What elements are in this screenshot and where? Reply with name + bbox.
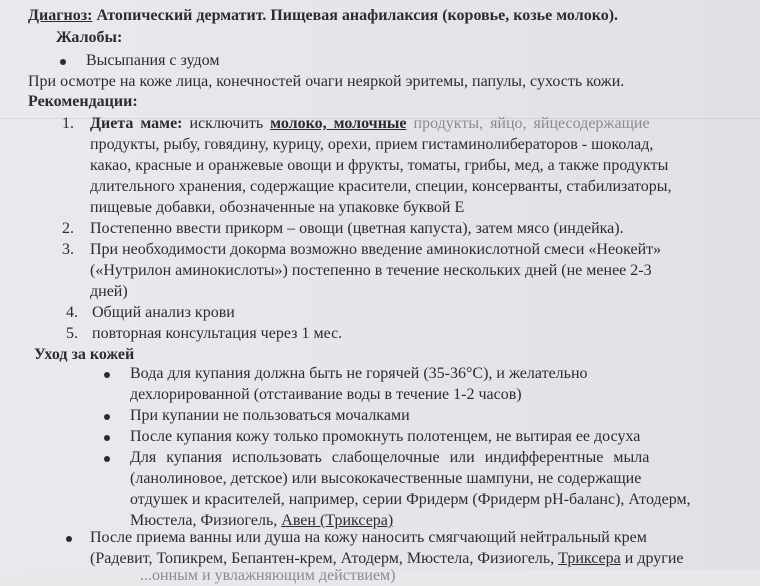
rec-number-3: 3. bbox=[62, 241, 74, 258]
rec-item-3-line-1: При необходимости докорма возможно введение аминокислотной смеси «Неокейт» bbox=[90, 241, 662, 258]
complaint-item: Высыпания с зудом bbox=[86, 52, 220, 69]
diet-text-start: исключить bbox=[189, 115, 264, 132]
rec-number-2: 2. bbox=[62, 220, 74, 237]
skin-care-bullet-5 bbox=[66, 536, 72, 542]
skin-care-item-5-text: (Радевит, Топикрем, Бепантен-крем, Атодерм, Мюстела, Физиогель, bbox=[90, 550, 555, 567]
complaints-heading: Жалобы: bbox=[56, 29, 123, 46]
rec-item-1-line-3: какао, красные и оранжевые овощи и фрукты, томаты, грибы, мед, а также продукты bbox=[90, 157, 669, 174]
diet-emphasis: молоко, молочные bbox=[270, 115, 407, 132]
diet-lead: Диета маме: bbox=[90, 115, 183, 132]
skin-care-item-3-line-1: После купания кожу только промокнуть полотенцем, не вытирая ее досуха bbox=[130, 428, 641, 445]
skin-care-item-1-line-1: Вода для купания должна быть не горячей (35-36°С), и желательно bbox=[130, 365, 588, 382]
skin-care-item-4-line-2: (ланолиновое, детское) или высококачественные шампуни, не содержащие bbox=[130, 470, 642, 487]
skin-care-bullet-4 bbox=[104, 456, 110, 462]
rec-item-4-line-1: Общий анализ крови bbox=[92, 304, 235, 321]
skin-care-item-5-line-3: ...онным и увлажняющим действием) bbox=[140, 567, 396, 584]
rec-item-1-line-2: продукты, рыбу, говядину, курицу, орехи, прием гистаминолибераторов - шоколад, bbox=[90, 136, 654, 153]
trixera-link: Триксера bbox=[558, 550, 621, 567]
skin-care-item-4-text: Мюстела, Физиогель, bbox=[130, 512, 278, 529]
skin-care-heading: Уход за кожей bbox=[34, 346, 135, 363]
diagnosis-text: Атопический дерматит. Пищевая анафилаксия (коровье, козье молоко). bbox=[96, 7, 619, 24]
skin-care-item-4-line-1: Для купания использовать слабощелочные или индифферентные мыла bbox=[130, 449, 650, 466]
rec-item-1-line-1 bbox=[90, 114, 650, 134]
skin-care-bullet-1 bbox=[104, 372, 110, 378]
rec-number-1: 1. bbox=[62, 115, 74, 132]
skin-care-bullet-3 bbox=[104, 435, 110, 441]
rec-item-3-line-3: дней) bbox=[90, 283, 128, 300]
rec-item-5-line-1: повторная консультация через 1 мес. bbox=[92, 325, 343, 342]
aven-trixera-link: Авен (Триксера) bbox=[281, 512, 394, 529]
skin-care-item-5-line-1: После приема ванны или душа на кожу наносить смягчающий нейтральный крем bbox=[90, 529, 647, 546]
skin-care-item-5-tail: и другие bbox=[624, 550, 684, 567]
skin-care-item-4-line-3: отдушек и красителей, например, серии Фридерм (Фридерм pH-баланс), Атодерм, bbox=[130, 491, 691, 508]
skin-care-item-2-line-1: При купании не пользоваться мочалками bbox=[130, 407, 410, 424]
rec-item-3-line-2: («Нутрилон аминокислоты») постепенно в течение нескольких дней (не менее 2-3 bbox=[90, 262, 652, 279]
rec-item-2-line-1: Постепенно ввести прикорм – овощи (цветная капуста), затем мясо (индейка). bbox=[90, 220, 624, 237]
exam-text: При осмотре на коже лица, конечностей очаги неяркой эритемы, папулы, сухость кожи. bbox=[28, 73, 625, 90]
recommendations-heading: Рекомендации: bbox=[28, 93, 138, 110]
rec-number-4: 4. bbox=[66, 304, 78, 321]
skin-care-item-1-line-2: дехлорированной (отстаивание воды в течение 1-2 часов) bbox=[130, 386, 522, 403]
rec-item-1-line-5: пищевые добавки, обозначенные на упаковке буквой Е bbox=[90, 199, 465, 216]
skin-care-bullet-2 bbox=[104, 414, 110, 420]
diet-text-rest: продукты, яйцо, яйцесодержащие bbox=[413, 115, 650, 132]
complaint-bullet bbox=[60, 59, 66, 65]
diagnosis-line bbox=[28, 6, 618, 26]
rec-item-1-line-4: длительного хранения, содержащие красители, специи, консерванты, стабилизаторы, bbox=[90, 178, 672, 195]
diagnosis-label: Диагноз: bbox=[28, 7, 93, 24]
rec-number-5: 5. bbox=[66, 325, 78, 342]
